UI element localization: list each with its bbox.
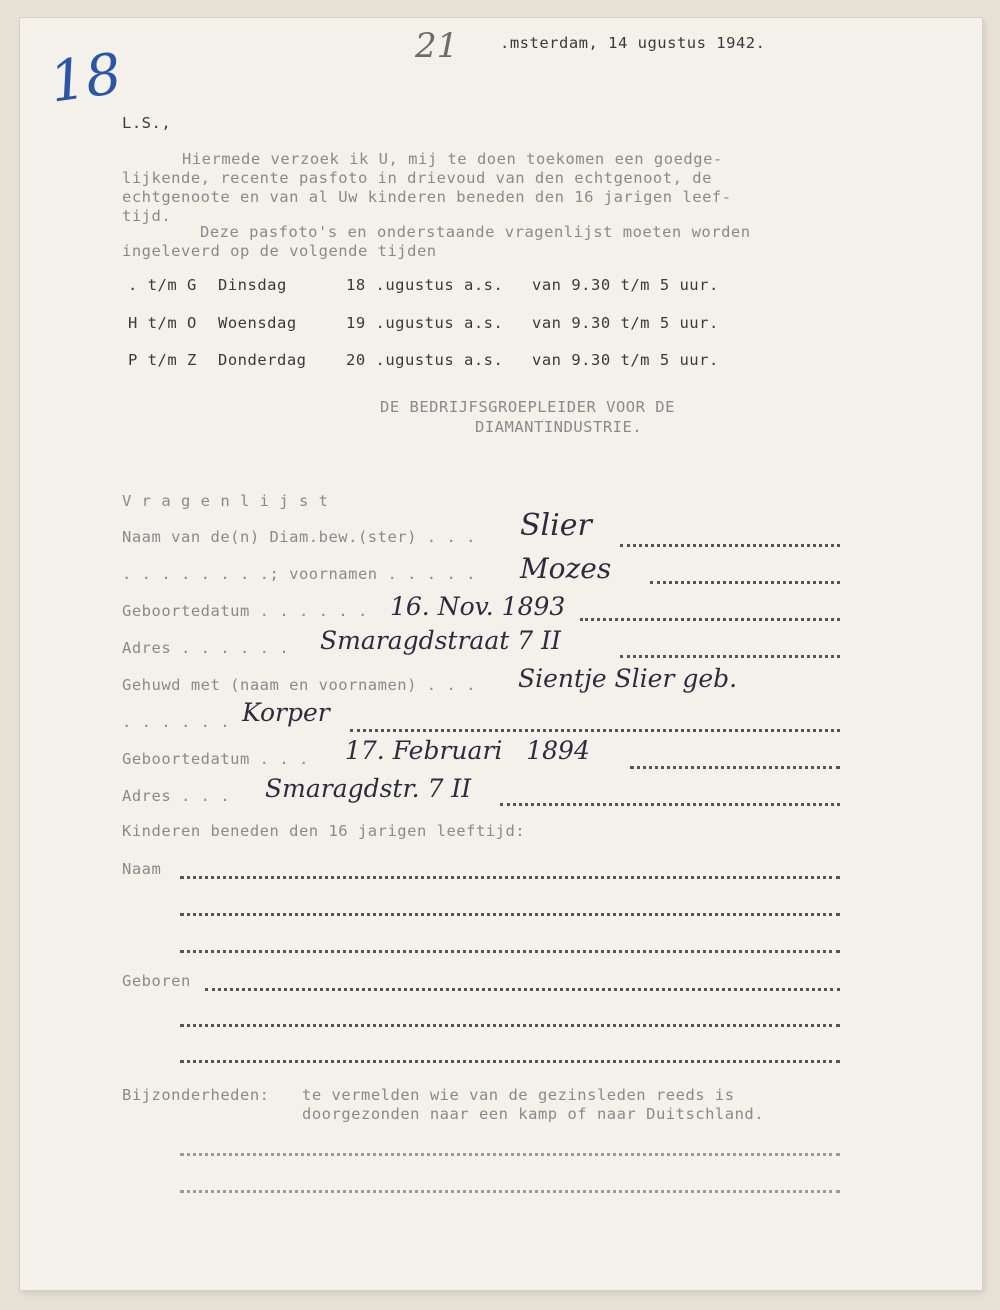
- handwritten-value: 16. Nov. 1893: [390, 592, 566, 621]
- blue-file-number: 18: [45, 41, 126, 116]
- schedule-date: 19 .ugustus a.s.: [346, 314, 504, 332]
- handwritten-value: Mozes: [520, 552, 612, 585]
- form-label: Geboortedatum . . . . . .: [122, 602, 368, 620]
- schedule-time: van 9.30 t/m 5 uur.: [532, 276, 719, 294]
- pencil-page-number: 21: [415, 26, 459, 66]
- schedule-range: P t/m Z: [128, 351, 197, 369]
- handwritten-value: 17. Februari 1894: [345, 736, 590, 765]
- handwritten-value: Korper: [242, 698, 330, 727]
- letter-salutation: L.S.,: [122, 114, 172, 132]
- dotted-line: [180, 1190, 840, 1193]
- form-label: Naam van de(n) Diam.bew.(ster) . . .: [122, 528, 476, 546]
- dotted-line: [180, 1060, 840, 1063]
- geboren-label: Geboren: [122, 972, 191, 990]
- handwritten-value: Slier: [520, 508, 592, 543]
- dotted-line: [180, 876, 840, 879]
- dotted-line: [180, 950, 840, 953]
- bijzonderheden-line: te vermelden wie van de gezinsleden reeds is: [302, 1086, 735, 1104]
- dotted-line: [180, 1153, 840, 1156]
- letter-date: .msterdam, 14 ugustus 1942.: [500, 34, 766, 52]
- form-label: Adres . . . . . .: [122, 639, 290, 657]
- dotted-line: [205, 988, 840, 991]
- form-label: Gehuwd met (naam en voornamen) . . .: [122, 676, 476, 694]
- handwritten-value: Sientje Slier geb.: [518, 664, 738, 693]
- schedule-date: 18 .ugustus a.s.: [346, 276, 504, 294]
- dotted-line: [580, 618, 840, 621]
- dotted-line: [180, 1024, 840, 1027]
- children-heading: Kinderen beneden den 16 jarigen leeftijd:: [122, 822, 526, 840]
- form-label: . . . . . . . .; voornamen . . . . .: [122, 565, 476, 583]
- dotted-line: [500, 803, 840, 806]
- letter-body-line: Hiermede verzoek ik U, mij te doen toekomen een goedge-: [182, 150, 723, 168]
- schedule-range: . t/m G: [128, 276, 197, 294]
- letter-body-line: echtgenoote en van al Uw kinderen beneden den 16 jarigen leef-: [122, 188, 732, 206]
- schedule-time: van 9.30 t/m 5 uur.: [532, 314, 719, 332]
- naam-label: Naam: [122, 860, 162, 878]
- signature-line: DIAMANTINDUSTRIE.: [475, 418, 643, 436]
- form-title: V r a g e n l i j s t: [122, 492, 329, 510]
- dotted-line: [620, 655, 840, 658]
- dotted-line: [650, 581, 840, 584]
- letter-body-line: ingeleverd op de volgende tijden: [122, 242, 437, 260]
- handwritten-value: Smaragdstraat 7 II: [320, 626, 561, 655]
- letter-body-line: lijkende, recente pasfoto in drievoud van den echtgenoot, de: [122, 169, 712, 187]
- document-page: [20, 18, 982, 1290]
- schedule-day: Donderdag: [218, 351, 307, 369]
- signature-line: DE BEDRIJFSGROEPLEIDER VOOR DE: [380, 398, 675, 416]
- schedule-range: H t/m O: [128, 314, 197, 332]
- letter-body-line: Deze pasfoto's en onderstaande vragenlijst moeten worden: [200, 223, 751, 241]
- schedule-time: van 9.30 t/m 5 uur.: [532, 351, 719, 369]
- form-label: . . . . . .: [122, 713, 231, 731]
- handwritten-value: Smaragdstr. 7 II: [265, 774, 472, 803]
- dotted-line: [180, 913, 840, 916]
- dotted-line: [350, 729, 840, 732]
- schedule-day: Woensdag: [218, 314, 297, 332]
- form-label: Geboortedatum . . .: [122, 750, 309, 768]
- schedule-date: 20 .ugustus a.s.: [346, 351, 504, 369]
- letter-body-line: tijd.: [122, 207, 172, 225]
- bijzonderheden-label: Bijzonderheden:: [122, 1086, 270, 1104]
- bijzonderheden-line: doorgezonden naar een kamp of naar Duitschland.: [302, 1105, 765, 1123]
- schedule-day: Dinsdag: [218, 276, 287, 294]
- form-label: Adres . . .: [122, 787, 231, 805]
- dotted-line: [630, 766, 840, 769]
- dotted-line: [620, 544, 840, 547]
